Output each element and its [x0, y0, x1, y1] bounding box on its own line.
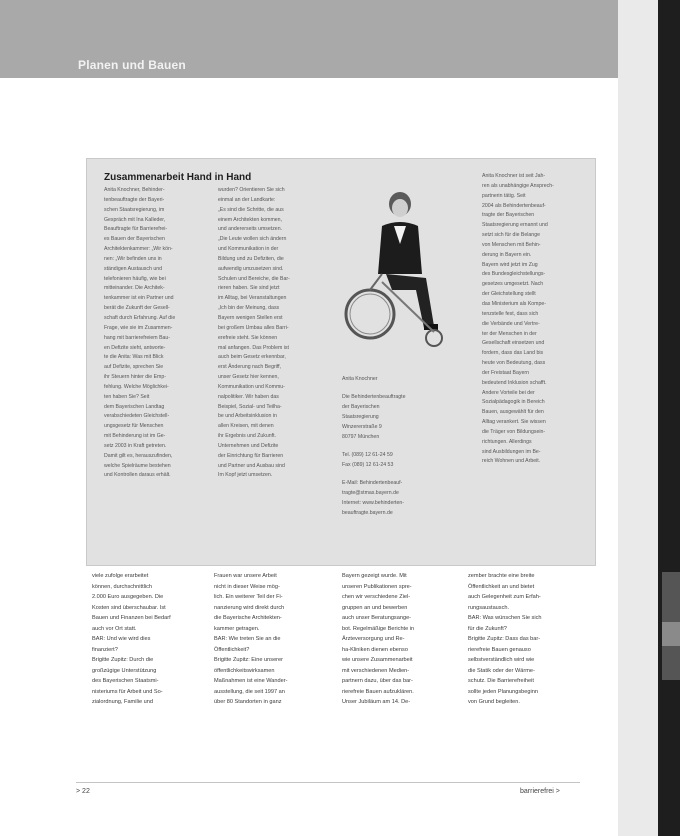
contact-phone: Tel. (089) 12 61-24 59 — [342, 452, 393, 458]
magazine-name-value: barrierefrei — [520, 788, 554, 795]
section-header-bar — [0, 0, 618, 78]
info-box-text-line: von Menschen mit Behin- — [482, 241, 541, 248]
info-box-text-line: bei großem Umbau alles Barri- — [218, 324, 289, 331]
article-text-line: gruppen an und bewerben — [342, 604, 408, 611]
article-text-line: zialordnung, Familie und — [92, 699, 153, 705]
article-text-line: sollte jeden Planungsbeginn — [468, 688, 538, 695]
article-text-line: rierefreie Bauen genauso — [468, 646, 531, 653]
article-text-line: die Statik oder der Wärme- — [468, 667, 535, 674]
article-text-line: zember brachte eine breite — [468, 573, 535, 579]
info-box-text-line: wurden? Orientieren Sie sich — [218, 187, 285, 193]
info-box-text-line: bedeutend Inklusion schafft. — [482, 379, 547, 386]
info-box-column-1 — [104, 186, 176, 481]
info-box-text-line: dem Bayerischen Landtag — [104, 403, 165, 410]
info-box-text-line: und Kontrollen daraus erhält. — [104, 472, 171, 479]
article-text-line: Brigitte Zupitz: Eine unserer — [214, 657, 284, 663]
info-box-text-line: welche Spielräume bestehen — [104, 462, 171, 469]
contact-office-line: der Bayerischen — [342, 404, 380, 410]
contact-email-line: E-Mail: Behindertenbeauf- — [342, 480, 403, 486]
info-box-text-line: Damit gilt es, herauszufinden, — [104, 452, 173, 459]
info-box-text-line: fordern, dass das Land bis — [482, 350, 544, 357]
info-box-text-line: der Freistaat Bayern — [482, 369, 529, 376]
info-box-text-line: ungsgesetz für Menschen — [104, 423, 164, 430]
info-box-text-line: und Partner und Ausbau sind — [218, 462, 285, 469]
info-box-text-line: Beauftragte für Barrierefrei- — [104, 226, 168, 233]
info-box-text-line: Andere Vorteile bei der — [482, 389, 535, 396]
info-box-text-line: Bayern wird jetzt im Zug — [482, 261, 538, 268]
info-box-column-4 — [482, 172, 590, 467]
info-box-text-line: „Die Leute wollen sich ändern — [218, 236, 287, 243]
contact-web-line: Internet: www.behinderten- — [342, 500, 404, 506]
article-text-line: Öffentlichkeit? — [214, 646, 250, 653]
article-column-2 — [214, 571, 332, 708]
article-text-line: öffentlichkeitswirksamen — [214, 667, 275, 674]
info-box-text-line: Sozialpädagogik in Bereich — [482, 399, 545, 406]
article-column-3 — [342, 571, 462, 708]
info-box-text-line: Anita Knochner, Behinder- — [104, 187, 165, 193]
article-text-line: Unser Jubiläum am 14. De- — [342, 699, 411, 705]
footer-rule — [76, 782, 580, 783]
article-text-line: von Grund begleiten. — [468, 699, 520, 705]
article-text-line: unseren Publikationen spre- — [342, 583, 412, 590]
page-edge-strip — [618, 0, 680, 836]
article-text-line: schutz. Die Barrierefreiheit — [468, 678, 534, 684]
article-text-line: BAR: Und wie wird dies — [92, 636, 151, 642]
info-box-title: Zusammenarbeit Hand in Hand — [104, 172, 252, 183]
article-text-line: wie unsere Zusammenarbeit — [342, 657, 413, 663]
info-box-text-line: Bauen, ausgewählt für den — [482, 409, 544, 416]
info-box-text-line: Alltag verankert. Sie wissen — [482, 419, 546, 426]
article-text-line: rierefreie Bauen aufzuklären. — [342, 688, 414, 695]
contact-office-line: Die Behindertenbeauftragte — [342, 394, 406, 400]
info-box-text-line: die Träger von Bildungsein- — [482, 428, 546, 435]
article-text-line: partnern dazu, über das bar- — [342, 678, 413, 684]
info-box-text-line: „Ich bin der Meinung, dass — [218, 305, 280, 312]
article-column-1 — [92, 571, 202, 708]
info-box-text-line: Kommunikation und Kommu- — [218, 383, 285, 390]
article-text-line: Öffentlichkeit an und bietet — [468, 583, 535, 590]
contact-web-line: beauftragte.bayern.de — [342, 510, 393, 516]
magazine-name: barrierefrei > — [520, 788, 560, 795]
article-text-line: BAR: Was wünschen Sie sich — [468, 615, 542, 621]
info-box-text-line: Bildung und zu Defiziten, die — [218, 255, 284, 262]
info-box-column-2 — [218, 186, 328, 481]
info-box-text-line: ten haben Sie? Seit — [104, 393, 150, 400]
page-number: > 22 — [76, 788, 90, 795]
info-box-text-line: auch beim Gesetz erkennbar, — [218, 354, 286, 361]
info-box-text-line: es Bauen der Bayerischen — [104, 236, 165, 243]
article-text-line: großzügige Unterstützung — [92, 667, 157, 674]
article-text-line: nicht in dieser Weise mög- — [214, 583, 280, 590]
info-box-text-line: rieren haben. Sie sind jetzt — [218, 285, 280, 292]
info-box-text-line: auf Defizite, sprechen Sie — [104, 364, 164, 371]
info-box-text-line: derung in Bayern ein. — [482, 251, 532, 258]
contact-fax: Fax (089) 12 61-24 53 — [342, 462, 394, 468]
article-text-line: über 80 Standorten in ganz — [214, 699, 282, 705]
contact-office-line: Winzererstraße 9 — [342, 424, 382, 430]
article-text-line: lich. Ein weiterer Teil der Fi- — [214, 594, 283, 600]
article-text-line: auch vor Ort statt. — [92, 625, 137, 632]
info-box-text-line: „Es sind die Schritte, die aus — [218, 206, 284, 213]
info-box-text-line: Anita Knochner ist seit Jah- — [482, 173, 546, 179]
info-box-text-line: die Verbände und Vertre- — [482, 320, 540, 327]
info-box-text-line: Architektenkammer: „Wir kön- — [104, 246, 173, 253]
info-box-text-line: der Einrichtung für Barrieren — [218, 452, 284, 459]
article-text-line: nanzierung wird direkt durch — [214, 604, 285, 611]
info-box-text-line: nen: „Wir befinden uns in — [104, 255, 162, 262]
article-text-line: die Bayerische Architekten- — [214, 615, 282, 621]
article-text-line: 2.000 Euro ausgegeben. Die — [92, 594, 164, 600]
info-box-text-line: Im Kopf jetzt umsetzen. — [218, 472, 273, 479]
info-box-text-line: unser Gesetz hier kennen, — [218, 374, 279, 381]
article-text-line: auch Gelegenheit zum Erfah- — [468, 594, 541, 600]
info-box-text-line: tenzstelle fest, dass sich — [482, 310, 539, 317]
article-text-line: Brigitte Zupitz: Durch die — [92, 657, 154, 663]
info-box-text-line: Unternehmen und Defizite — [218, 442, 279, 449]
info-box-text-line: Gesellschaft einsetzen und — [482, 340, 545, 347]
info-box-text-line: richtungen. Allerdings — [482, 438, 532, 445]
info-box-text-line: allen Kreisen, mit denen — [218, 423, 274, 430]
contact-name: Anita Knochner — [342, 376, 378, 382]
info-box-text-line: gesetzes umgesetzt. Nach — [482, 281, 544, 288]
info-box-text-line: te die Anita: Was mit Blick — [104, 354, 164, 361]
info-box-text-line: fehlung. Welche Möglichkei- — [104, 383, 169, 390]
info-box-text-line: Beispiel, Sozial- und Teilha- — [218, 403, 282, 410]
article-text-line: Bauen und Finanzen bei Bedarf — [92, 615, 171, 621]
info-box-text-line: be und Arbeitsinklusion in — [218, 413, 277, 420]
info-box-text-line: das Ministerium als Kompe- — [482, 300, 547, 307]
info-box-text-line: berät die Zukunft der Gesell- — [104, 305, 170, 312]
info-box-text-line: tragte der Bayerischen — [482, 212, 535, 219]
info-box-text-line: tenbeauftragte der Bayeri- — [104, 196, 165, 203]
info-box-text-line: mal anfangen. Das Problem ist — [218, 344, 289, 351]
info-box-text-line: mit Behinderung ist im Ge- — [104, 433, 166, 440]
info-box-text-line: Frage, wie sie im Zusammen- — [104, 324, 173, 331]
info-box-text-line: reich Wohnen und Arbeit. — [482, 458, 541, 465]
info-box-text-line: ren als unabhängige Ansprech- — [482, 182, 554, 189]
article-text-line: auch unser Beratungsange- — [342, 615, 412, 621]
info-box-text-line: Bayern wenigen Stellen erst — [218, 314, 283, 321]
info-box-text-line: im Alltag, bei Veranstaltungen — [218, 295, 287, 302]
article-column-4 — [468, 571, 588, 708]
info-box-text-line: ständigen Austausch und — [104, 265, 162, 272]
info-box-text-line: der Gleichstellung stellt — [482, 291, 536, 298]
article-text-line: BAR: Wie treten Sie an die — [214, 636, 281, 642]
contact-info — [342, 374, 405, 518]
info-box-text-line: schaft durch Erfahrung. Auf die — [104, 314, 176, 321]
info-box-text-line: 2004 als Behindertenbeauf- — [482, 202, 546, 209]
info-box-text-line: partnerin tätig. Seit — [482, 192, 526, 199]
info-box-text-line: aufwendig umzusetzen sind. — [218, 265, 284, 272]
info-box-text-line: einem Architekten kommen, — [218, 216, 283, 223]
info-box-text-line: heute von Bedeutung, dass — [482, 360, 546, 367]
info-box-text-line: setzt sich für die Belange — [482, 232, 540, 239]
info-box-text-line: sind Ausbildungen im Be- — [482, 448, 541, 455]
article-text-line: mit verschiedenen Medien- — [342, 667, 410, 674]
article-text-line: für die Zukunft? — [468, 625, 507, 632]
article-text-line: Maßnahmen ist eine Wander- — [214, 678, 288, 684]
portrait-photo-wheelchair — [342, 186, 454, 364]
info-box-text-line: ihr Ergebnis und Zukunft. — [218, 433, 276, 440]
info-box-text-line: Schulen und Bereiche, die Bar- — [218, 275, 290, 282]
article-text-line: können, durchschnittlich — [92, 583, 153, 590]
contact-email-line: tragte@stmas.bayern.de — [342, 490, 399, 496]
info-box-text-line: schen Staatsregierung, im — [104, 206, 165, 213]
info-box-text-line: ihr Steuern hinter die Emp- — [104, 374, 166, 381]
info-box-text-line: en Defizite sieht, antworte- — [104, 344, 166, 351]
contact-office-line: 80797 München — [342, 434, 380, 440]
article-text-line: viele zufolge erarbeitet — [92, 573, 149, 579]
info-box-text-line: und andererseits umsetzen. — [218, 226, 283, 233]
article-text-line: selbstverständlich wird wie — [468, 657, 535, 663]
article-text-line: nisteriums für Arbeit und So- — [92, 688, 163, 695]
article-text-line: ausstellung, die seit 1997 an — [214, 688, 285, 695]
info-box-text-line: einmal an der Landkarte: — [218, 196, 276, 203]
article-text-line: Bayern gezeigt wurde. Mit — [342, 573, 407, 579]
info-box-text-line: erst Änderung nach Begriff, — [218, 364, 282, 371]
page-edge-tab-highlight — [662, 622, 680, 646]
info-box-text-line: Gespräch mit Ina Kalleder, — [104, 216, 166, 223]
article-text-line: finanziert? — [92, 646, 118, 653]
article-text-line: Kosten sind überschaubar. Ist — [92, 604, 166, 611]
info-box-text-line: mitteinander. Die Architek- — [104, 285, 165, 292]
page-number-value: 22 — [82, 788, 90, 795]
article-text-line: des Bayerischen Staatsmi- — [92, 678, 159, 684]
article-text-line: ha-Kliniken dienen ebenso — [342, 646, 408, 653]
info-box-text-line: verabschiedeten Gleichstell- — [104, 413, 170, 420]
page-edge-dark — [658, 0, 680, 836]
info-box-text-line: ter der Menschen in der — [482, 330, 537, 337]
info-box-text-line: nalpolitiker. Wir haben das — [218, 393, 279, 400]
article-text-line: Brigitte Zupitz: Dass das bar- — [468, 636, 541, 642]
article-text-line: rungsaustausch. — [468, 604, 510, 611]
info-box-text-line: erefreie steht. Sie können — [218, 334, 278, 341]
info-box-text-line: des Bundesgleichstellungs- — [482, 271, 546, 278]
section-title: Planen und Bauen — [78, 58, 186, 72]
contact-office-line: Staatsregierung — [342, 414, 379, 420]
article-text-line: chen wir verschiedene Ziel- — [342, 594, 411, 600]
article-text-line: kammer getragen. — [214, 625, 260, 632]
info-box-text-line: und Kommunikation in der — [218, 246, 279, 253]
article-text-line: bot. Regelmäßige Berichte in — [342, 625, 415, 632]
info-box-text-line: telefonieren häufig, wie bei — [104, 275, 166, 282]
info-box-text-line: Staatsregierung ernannt und — [482, 222, 548, 229]
article-text-line: Ärzteversorgung und Re- — [342, 636, 405, 642]
info-box-text-line: setz 2003 in Kraft getreten. — [104, 442, 167, 449]
info-box-text-line: hang mit barrierefreiem Bau- — [104, 334, 171, 341]
info-box-text-line: tenkammer ist ein Partner und — [104, 295, 174, 302]
article-text-line: Frauen war unsere Arbeit — [214, 573, 277, 579]
